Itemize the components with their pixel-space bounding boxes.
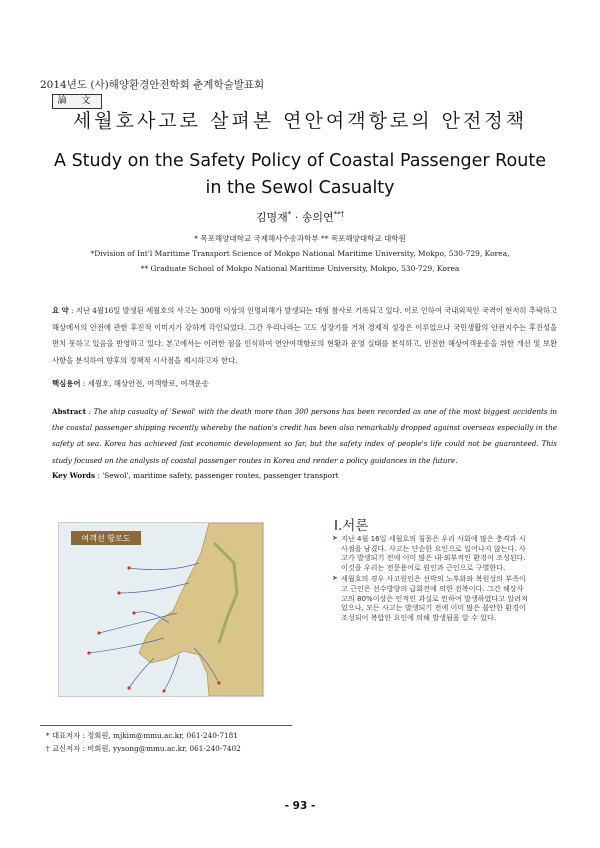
map-title: 여객선 항로도	[81, 534, 131, 543]
bullet-arrow-icon: ➤	[332, 574, 338, 583]
section-title-introduction: Ⅰ.서론	[334, 518, 369, 534]
conference-header: 2014년도 (사)해양환경안전학회 춘계학술발표회	[40, 79, 265, 91]
affiliation-korean: * 목포해양대학교 국제해사수송과학부 ** 목포해양대학교 대학원	[194, 234, 406, 243]
abstract-korean-text: : 지난 4월16일 발생된 세월호의 사고는 300명 이상의 인명피해가 발생되는 대형 참사로 기록되고 있다. 이로 인하여 국내외적인 국격이 현저히 추락하고 해상에서의 안전에 관한 후진적 이미지가 강하게 각인되었다. 그간 우리나라는 고도 성장기를 거쳐 경제적 성장은 이루었으나 국민생활의 안전지수는 후진성을 면치 못하고 있음을 반영하고 있다. 본고에서는 이러한 점을 인식하여 연안여객항로의 현황과 운영 실태를 분석하고, 안전한 해상여객운송을 위한 개선 및 보완 사항을 분석하여 향후의 정책적 시사점을 제시하고자 한다.	[52, 306, 557, 365]
title-english-line1: A Study on the Safety Policy of Coastal Passenger Route	[54, 151, 546, 171]
footnote-divider	[40, 725, 292, 726]
footnote-corresponding: * 대표저자 : 정회원, mjkim@mmu.ac.kr, 061-240-7181	[46, 731, 238, 740]
keywords-korean-label: 핵심용어	[52, 379, 81, 388]
route-map-graphic	[59, 523, 263, 696]
keywords-english-label: Key Words	[52, 471, 96, 480]
paper-type-tag: 論 文	[52, 94, 102, 109]
bullet-arrow-icon: ➤	[332, 534, 338, 542]
list-item: ➤ 지난 4월 16일 세월호의 침몰은 우리 사회에 많은 충격과 시사점을 남겼다. 사고는 단순한 요인으로 일어나지 않는다. 사고가 발생되기 전에 이미 많은 내·외부적인 환경이 조성된다. 이것을 우리는 전문용어로 원인과 근인으로 구별한다.	[332, 534, 526, 572]
author-2-mark: **†	[333, 210, 345, 219]
intro-bullets	[332, 534, 530, 624]
author-2: 송의연	[301, 211, 334, 224]
abstract-korean	[52, 303, 557, 369]
abstract-korean-label: 요 약	[52, 306, 69, 315]
passenger-route-map	[58, 522, 264, 697]
title-english	[0, 148, 600, 202]
keywords-korean-text: : 세월호, 해상안전, 여객항로, 여객운송	[80, 379, 209, 388]
affiliation-english-2: ** Graduate School of Mokpo National Maritime University, Mokpo, 530-729, Korea	[140, 264, 460, 273]
abstract-english	[52, 404, 557, 469]
title-korean: 세월호사고로 살펴본 연안여객항로의 안전정책	[72, 110, 528, 132]
footnote-coauthor: † 교신저자 : 비회원, yysong@mmu.ac.kr, 061-240-7402	[46, 744, 241, 753]
author-1: 김명재	[255, 211, 288, 224]
keywords-english	[52, 471, 339, 480]
author-1-mark: *	[287, 210, 292, 219]
list-item: ➤ 세월호의 경우 사고원인은 선박의 노후화와 복원성의 부족이고 근인은 선수방향의 급회전에 의한 전복이다. 그간 해상사고의 80%이상은 인적인 과실로 인하여 발생하였다고 알려져 있으나, 모든 사고는 발생되기 전에 이미 많은 불안한 환경이 조성되어 복합한 요인에 의해 발생됨을 알 수 있다.	[332, 574, 528, 622]
title-english-line2: in the Sewol Casualty	[205, 178, 395, 198]
author-separator: ·	[291, 211, 302, 224]
affiliation-english-1: *Division of Int'l Maritime Transport Science of Mokpo National Maritime University, Mokpo, 530-729, Korea,	[90, 249, 510, 258]
page-number: - 93 -	[284, 800, 316, 812]
keywords-english-text: : 'Sewol', maritime safety, passenger routes, passenger transport	[95, 471, 339, 480]
keywords-korean	[52, 378, 209, 389]
abstract-english-text: : The ship casualty of 'Sewol' with the death more than 300 persons has been recorded as one of the most biggest accidents in the coastal passenger shipping recently whereby the nation's credit has been also remarkably dropped against overseas especially in the safety at sea. Korea has achieved fast economic development so far, but the safety index of people's life could not be guaranteed. This study focused on the analysis of coastal passenger routes in Korea and render a policy guidances in the future.	[52, 407, 557, 465]
abstract-english-label: Abstract	[52, 407, 87, 416]
authors	[0, 209, 600, 225]
